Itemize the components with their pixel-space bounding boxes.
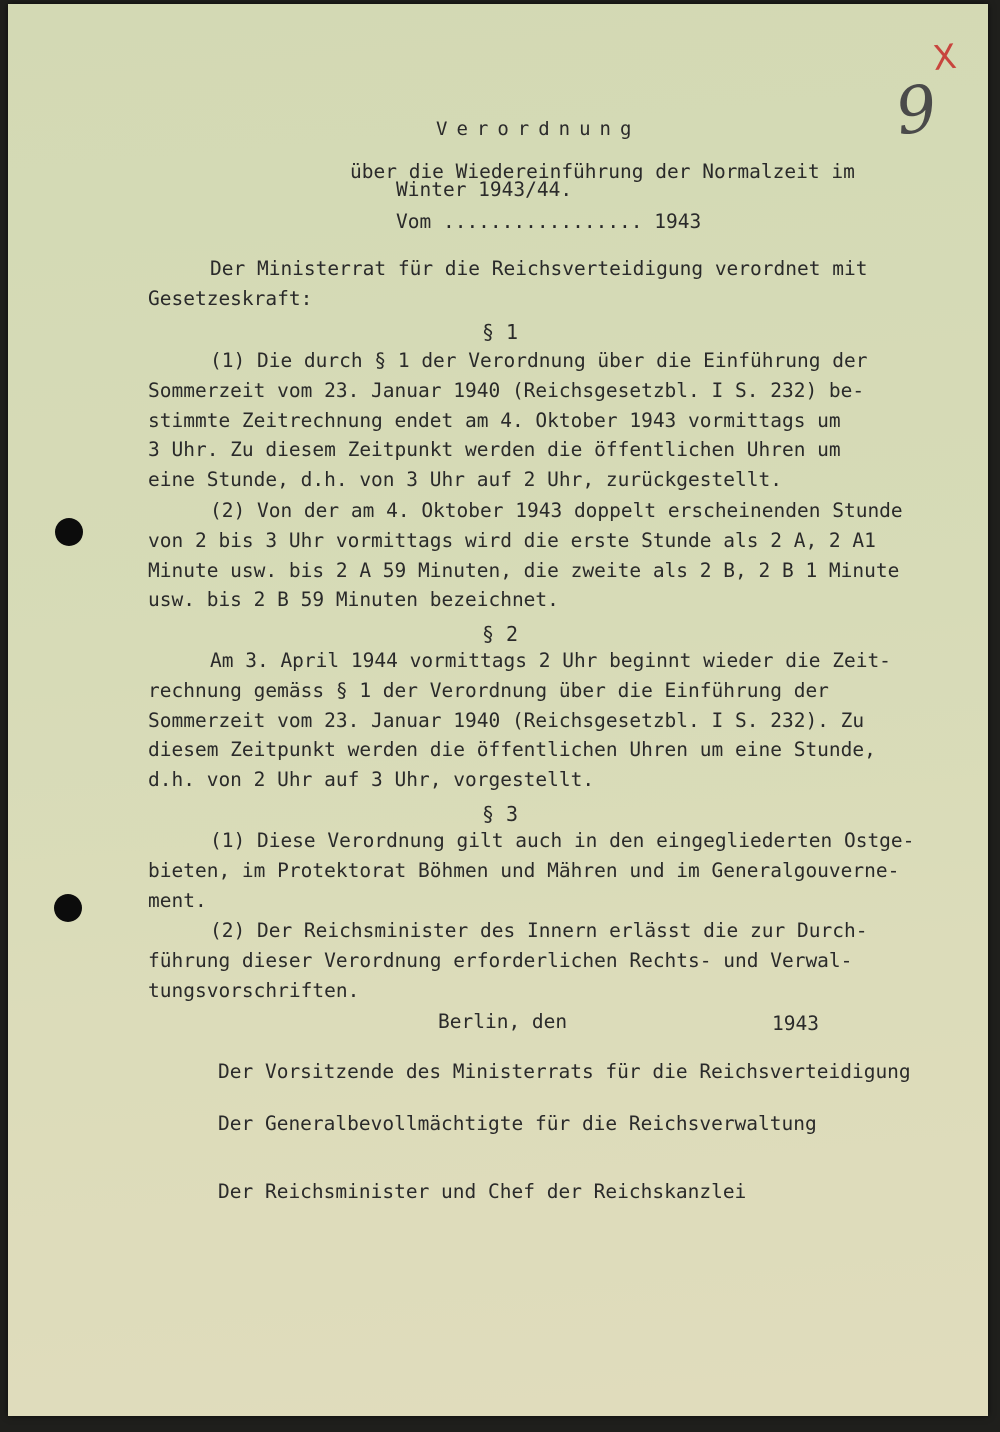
handwritten-page-number: 9 (891, 71, 942, 151)
section-3-paragraph-2: (2) Der Reichsminister des Innern erlässt die zur Durch- führung dieser Verordnung erforderlichen Rechts- und Verwal- tungsvorschriften. (148, 919, 868, 1002)
signatory-plenipotentiary: Der Generalbevollmächtigte für die Reichsverwaltung (218, 1112, 817, 1135)
section-heading-3: § 3 (481, 802, 519, 826)
section-heading-1: § 1 (481, 320, 519, 344)
preamble-paragraph: Der Ministerrat für die Reichsverteidigung verordnet mit Gesetzeskraft: (148, 257, 868, 310)
section-heading-2: § 2 (481, 622, 519, 646)
document-title: Verordnung (436, 118, 641, 140)
section-1-paragraph-2: (2) Von der am 4. Oktober 1943 doppelt erscheinenden Stunde von 2 bis 3 Uhr vormittags wird die erste Stunde als 2 A, 2 A1 Minute usw. bis 2 A 59 Minuten, die zweite als 2 B, 2 B 1 Minute usw. bis 2 B 59 Minuten bezeichnet. (148, 499, 903, 612)
signatory-chairman: Der Vorsitzende des Ministerrats für die Reichsverteidigung (218, 1060, 911, 1083)
document-date-line: Vom ................. 1943 (396, 210, 702, 233)
red-x-mark: X (930, 36, 959, 80)
document-subtitle-line2: Winter 1943/44. (396, 178, 573, 201)
document-page (8, 4, 988, 1416)
document-subtitle-line1: über die Wiedereinführung der Normalzeit im (350, 160, 855, 183)
signatory-reich-minister: Der Reichsminister und Chef der Reichskanzlei (218, 1180, 747, 1203)
closing-year: 1943 (772, 1012, 819, 1035)
section-3-paragraph-1: (1) Diese Verordnung gilt auch in den eingegliederten Ostge- bieten, im Protektorat Böhmen und Mähren und im Generalgouverne- ment. (148, 829, 915, 912)
punch-hole-lower (54, 894, 82, 922)
punch-hole-upper (55, 518, 83, 546)
section-2-paragraph-1: Am 3. April 1944 vormittags 2 Uhr beginnt wieder die Zeit- rechnung gemäss § 1 der Verordnung über die Einführung der Sommerzeit vom 23. Januar 1940 (Reichsgesetzbl. I S. 232). Zu diesem Zeitpunkt werden die öffentlichen Uhren um eine Stunde, d.h. von 2 Uhr auf 3 Uhr, vorgestellt. (148, 649, 891, 792)
section-1-paragraph-1: (1) Die durch § 1 der Verordnung über die Einführung der Sommerzeit vom 23. Januar 1940 (Reichsgesetzbl. I S. 232) be- stimmte Zeitrechnung endet am 4. Oktober 1943 vormittags um 3 Uhr. Zu diesem Zeitpunkt werden die öffentlichen Uhren um eine Stunde, d.h. von 3 Uhr auf 2 Uhr, zurückgestellt. (148, 349, 868, 492)
closing-place-date: Berlin, den (438, 1010, 568, 1033)
